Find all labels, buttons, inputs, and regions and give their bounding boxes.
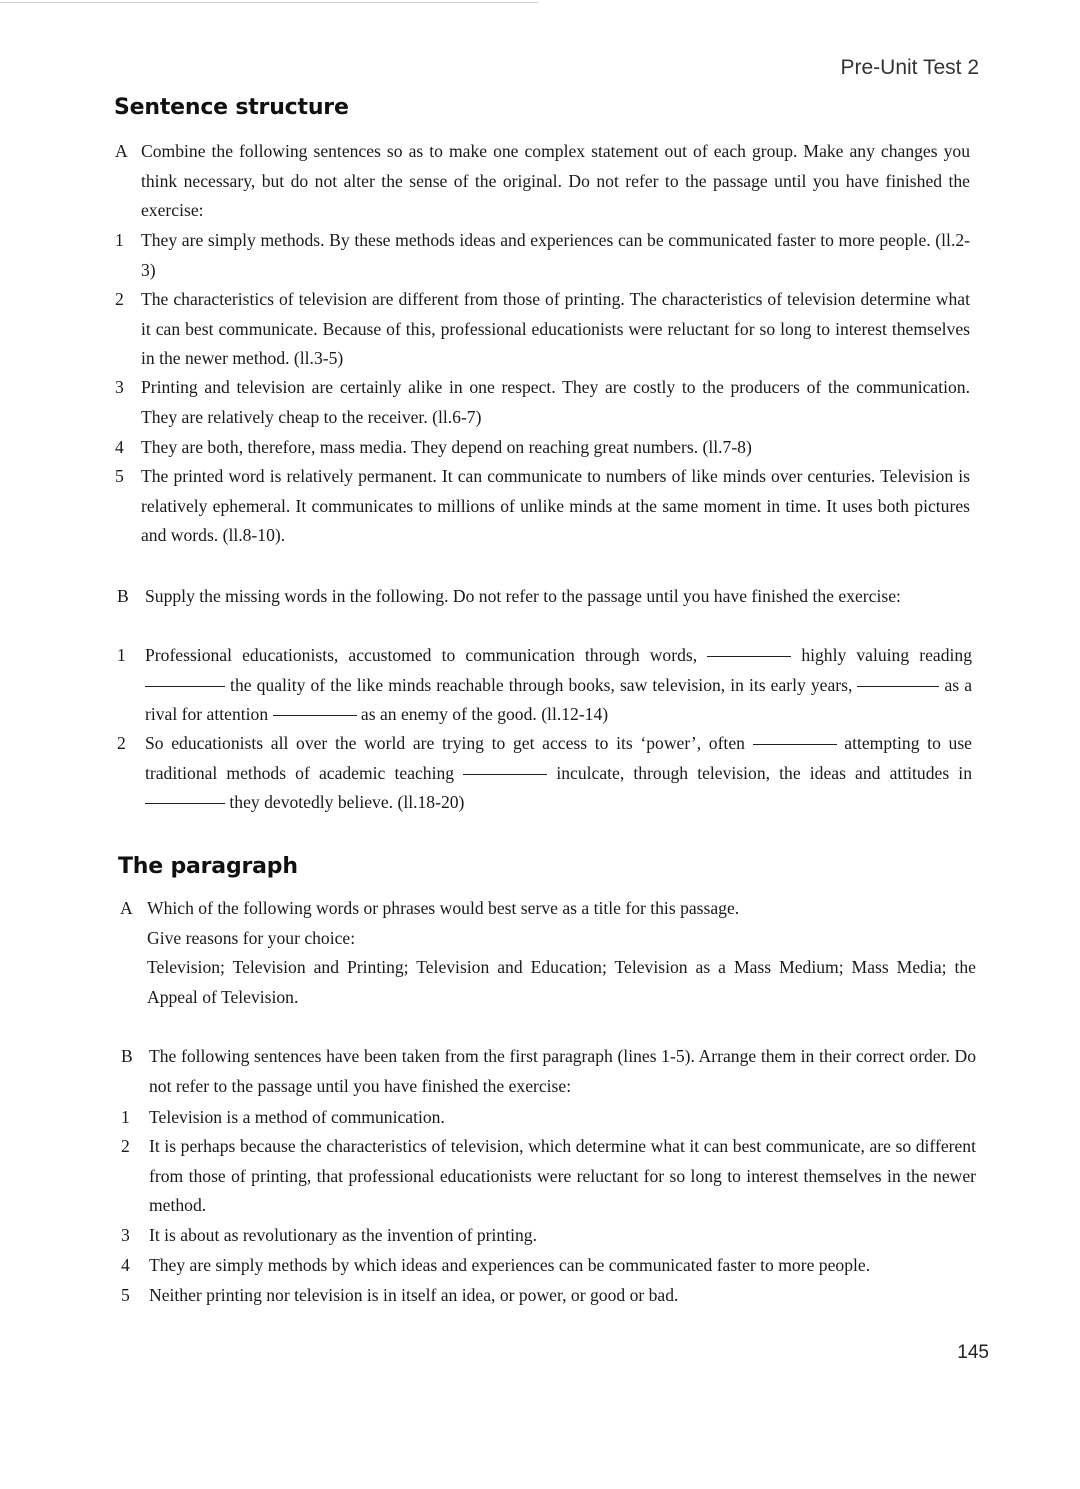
paragraph-b-instruction: B The following sentences have been taken from the first paragraph (lines 1-5). Arrange them in their correct order. Do not refer to the passage until you have finished the exercise: — [121, 1042, 976, 1101]
exercise-b-instruction: B Supply the missing words in the following. Do not refer to the passage until you have finished the exercise: — [117, 582, 972, 612]
top-rule — [0, 2, 538, 3]
list-item: 4 They are both, therefore, mass media. They depend on reaching great numbers. (ll.7-8) — [115, 437, 752, 457]
exercise-label: B — [117, 586, 129, 606]
list-item: 3 Printing and television are certainly alike in one respect. They are costly to the producers of the communication. They are relatively cheap to the receiver. (ll.6-7) — [115, 377, 970, 427]
list-item: 1 They are simply methods. By these methods ideas and experiences can be communicated faster to more people. (ll.2-3) — [115, 230, 970, 280]
running-head: Pre-Unit Test 2 — [840, 56, 979, 79]
section-heading-sentence-structure: Sentence structure — [114, 95, 349, 120]
exercise-label: A — [115, 141, 128, 161]
page-number: 145 — [957, 1342, 989, 1363]
list-item: 2 It is perhaps because the characteristics of television, which determine what it can best communicate, are so different from those of printing, that professional educationists were reluctant for so long to interest themselves in the newer method. — [121, 1136, 976, 1215]
answer-blank[interactable] — [463, 774, 547, 775]
list-item: 5 Neither printing nor television is in itself an idea, or power, or good or bad. — [121, 1285, 679, 1305]
answer-blank[interactable] — [145, 686, 225, 687]
list-item: 5 The printed word is relatively permanent. It can communicate to numbers of like minds over centuries. Television is relatively ephemeral. It communicates to millions of unlike minds at the same moment in time. It uses both pictures and words. (ll.8-10). — [115, 466, 970, 545]
exercise-a-instruction: A Combine the following sentences so as to make one complex statement out of each group. Make any changes you think necessary, but do not alter the sense of the original. Do not refer to the passage until you have finished the exercise: — [115, 137, 970, 226]
fill-in-item: 1 Professional educationists, accustomed to communication through words, highly valuing reading the quality of the like minds reachable through books, saw television, in its early years, as a rival for attention as an enemy of the good. (ll.12-14) — [117, 645, 973, 724]
list-item: 4 They are simply methods by which ideas and experiences can be communicated faster to more people. — [121, 1255, 871, 1275]
list-item: 3 It is about as revolutionary as the invention of printing. — [121, 1225, 537, 1245]
exercise-label: A — [120, 898, 133, 918]
answer-blank[interactable] — [273, 715, 357, 716]
answer-blank[interactable] — [753, 744, 837, 745]
answer-blank[interactable] — [145, 803, 225, 804]
fill-in-item: 2 So educationists all over the world are trying to get access to its ‘power’, often attempting to use traditional methods of academic teaching inculcate, through television, the ideas and attitudes in they devotedly believe. (ll.18-20) — [117, 733, 972, 812]
answer-blank[interactable] — [707, 656, 791, 657]
list-item: 2 The characteristics of television are different from those of printing. The characteristics of television determine what it can best communicate. Because of this, professional educationists were reluctant for so long to interest themselves in the newer method. (ll.3-5) — [115, 289, 970, 368]
section-heading-the-paragraph: The paragraph — [118, 854, 298, 879]
paragraph-a: A Which of the following words or phrases would best serve as a title for this passage. Give reasons for your choice: Television; Television and Printing; Television and Education; Television as a Mass Medium; Mass Media; the Appeal of Television. — [120, 894, 976, 1012]
exercise-label: B — [121, 1046, 133, 1066]
list-item: 1 Television is a method of communication. — [121, 1107, 445, 1127]
answer-blank[interactable] — [857, 686, 939, 687]
